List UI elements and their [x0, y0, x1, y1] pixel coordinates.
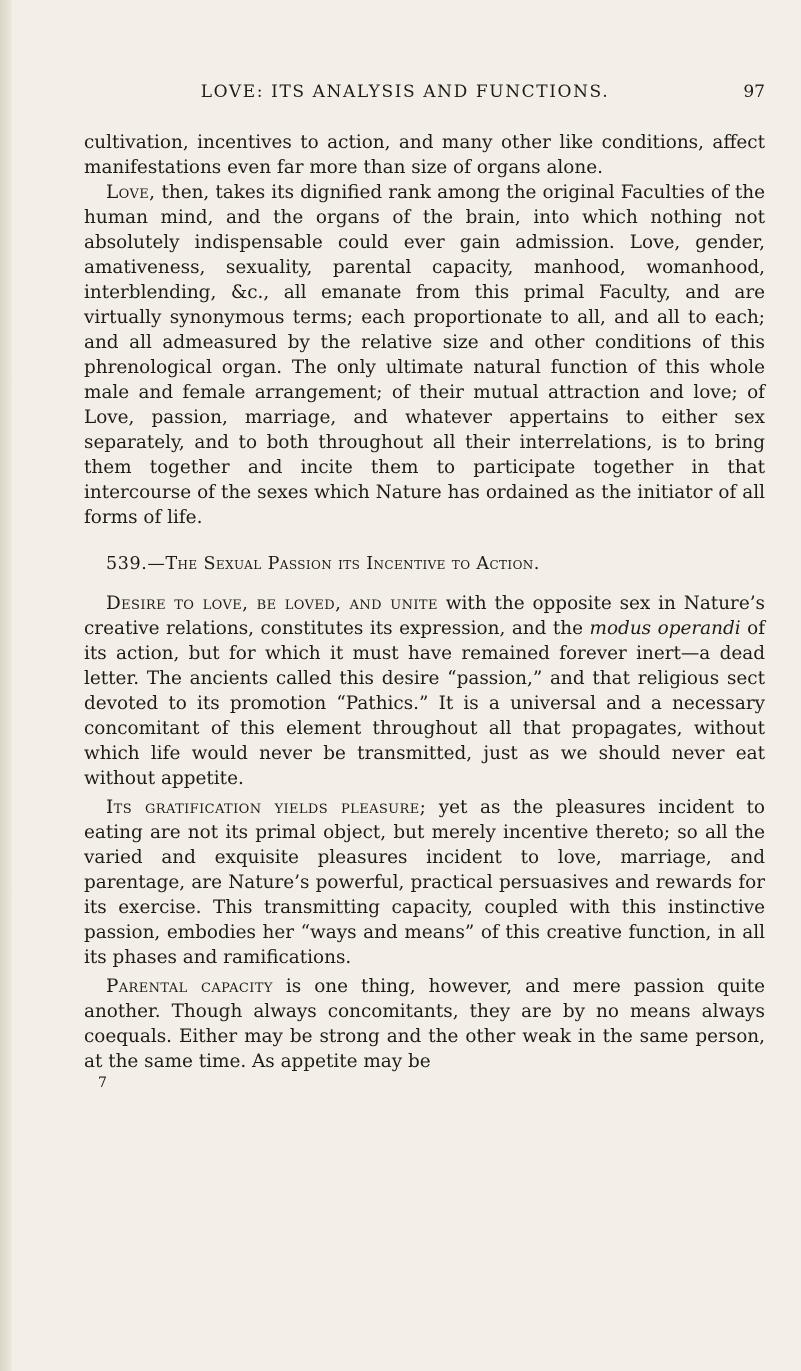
page-gutter	[0, 0, 12, 1371]
paragraph-lead: Parental capacity	[106, 976, 273, 997]
paragraph-lead: Its gratification yields pleasure;	[106, 797, 427, 818]
page-body	[84, 130, 765, 1091]
paragraph	[84, 130, 765, 180]
paragraph-text: cultivation, incentives to action, and many other like conditions, affect manifestations even far more than size of organs alone.	[84, 132, 765, 178]
section-heading	[84, 552, 765, 577]
signature-mark: 7	[98, 1075, 107, 1091]
section-dash: —	[147, 554, 166, 574]
running-head: LOVE: ITS ANALYSIS AND FUNCTIONS.	[200, 82, 610, 102]
paragraph-text: of its action, but for which it must have remained forever inert—a dead letter. The ancients called this desire “passion,” and that religious sect devoted to its promotion “Pathics.” It is a universal and a necessary concomitant of this element throughout all that propagates, without which life would never be transmitted, just as we should never eat without appetite.	[84, 618, 765, 789]
paragraph	[84, 795, 765, 970]
paragraph-lead: Love,	[106, 182, 156, 203]
page-number: 97	[743, 82, 765, 102]
section-number: 539.	[106, 554, 148, 574]
paragraph	[84, 974, 765, 1074]
section-title: The Sexual Passion its Incentive to Action.	[165, 554, 540, 574]
italic-phrase: modus operandi	[589, 618, 741, 639]
paragraph-text: then, takes its dignified rank among the original Faculties of the human mind, and the organs of the brain, into which nothing not absolutely indispensable could ever gain admission. Love, gender, amativeness, sexuality, parental capacity, manhood, womanhood, interblending, &c., all emanate from this primal Faculty, and are virtually synonymous terms; each proportionate to all, and all to each; and all admeasured by the relative size and other conditions of this phrenological organ. The only ultimate natural function of this whole male and female arrangement; of their mutual attraction and love; of Love, passion, marriage, and whatever appertains to either sex separately, and to both throughout all their interrelations, is to bring them together and incite them to participate together in that intercourse of the sexes which Nature has ordained as the initiator of all forms of life.	[84, 182, 765, 528]
paragraph	[84, 591, 765, 791]
paragraph-text: with the opposite sex in Nature’s creative relations, constitutes its expression, and the	[84, 593, 765, 639]
paragraph-text: yet as the pleasures incident to eating are not its primal object, but merely incentive thereto; so all the varied and exquisite pleasures incident to love, marriage, and parentage, are Nature’s powerful, practical persuasives and rewards for its exercise. This transmitting capacity, coupled with this instinctive passion, embodies her “ways and means” of this creative function, in all its phases and ramifications.	[84, 797, 765, 968]
page-header	[110, 82, 765, 114]
paragraph-lead: Desire to love, be loved, and unite	[106, 593, 438, 614]
paragraph	[84, 180, 765, 530]
paragraph-text: is one thing, however, and mere passion quite another. Though always concomitants, they are by no means always coequals. Either may be strong and the other weak in the same person, at the same time. As appetite may be	[84, 976, 765, 1072]
